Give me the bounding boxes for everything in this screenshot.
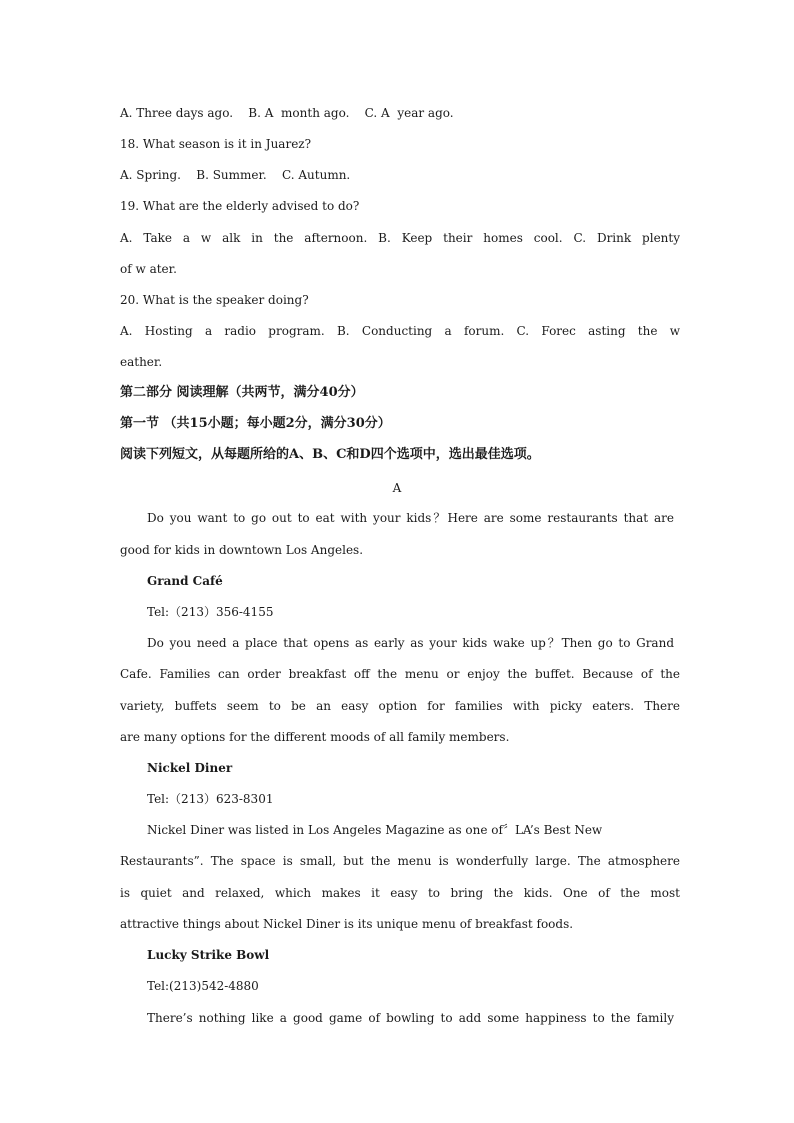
- q19-options-line1: A. Take a w alk in the afternoon. B. Keep their homes cool. C. Drink plenty: [120, 231, 680, 245]
- q18-options: A. Spring. B. Summer. C. Autumn.: [120, 168, 351, 182]
- intro-line-1: Do you want to go out to eat with your kids？Here are some restaurants that are: [147, 511, 674, 525]
- part-title: 第二部分 阅读理解（共两节，满分40分）: [120, 385, 364, 400]
- q20-question: 20. What is the speaker doing?: [120, 293, 309, 307]
- q18-question: 18. What season is it in Juarez?: [120, 137, 312, 151]
- passage-label: A: [392, 481, 402, 495]
- restaurant-text-line: variety, buffets seem to be an easy option for families with picky eaters. There: [120, 699, 680, 713]
- restaurant-name: Nickel Diner: [147, 761, 233, 775]
- q20-options-line1: A. Hosting a radio program. B. Conducting a forum. C. Forec asting the w: [120, 324, 680, 338]
- restaurant-name: Lucky Strike Bowl: [147, 948, 270, 962]
- restaurant-text-line: Do you need a place that opens as early as your kids wake up？Then go to Grand: [147, 636, 674, 650]
- section-title: 第一节 （共15小题；每小题2分，满分30分）: [120, 416, 391, 431]
- restaurant-text-line: Restaurants”. The space is small, but the menu is wonderfully large. The atmosphere: [120, 854, 680, 868]
- q19-question: 19. What are the elderly advised to do?: [120, 199, 360, 213]
- restaurant-tel: Tel:（213）623-8301: [147, 792, 274, 806]
- intro-line-2: good for kids in downtown Los Angeles.: [120, 543, 364, 557]
- instructions: 阅读下列短文，从每题所给的A、B、C和D四个选项中，选出最佳选项。: [120, 447, 540, 462]
- restaurant-tel: Tel:（213）356-4155: [147, 605, 274, 619]
- restaurant-tel: Tel:(213)542-4880: [147, 979, 259, 993]
- q19-options-line2: of w ater.: [120, 262, 177, 276]
- restaurant-text-line: is quiet and relaxed, which makes it easy to bring the kids. One of the most: [120, 886, 680, 900]
- restaurant-text-line: are many options for the different moods of all family members.: [120, 730, 510, 744]
- restaurant-name: Grand Café: [147, 574, 223, 588]
- restaurant-text-line: attractive things about Nickel Diner is its unique menu of breakfast foods.: [120, 917, 574, 931]
- restaurant-text-line: There’s nothing like a good game of bowling to add some happiness to the family: [147, 1011, 674, 1025]
- q20-options-line2: eather.: [120, 355, 163, 369]
- restaurant-text-line: Nickel Diner was listed in Los Angeles Magazine as one of〞LA’s Best New: [147, 823, 603, 837]
- restaurant-text-line: Cafe. Families can order breakfast off the menu or enjoy the buffet. Because of the: [120, 667, 680, 681]
- q17-options: A. Three days ago. B. A month ago. C. A year ago.: [120, 106, 454, 120]
